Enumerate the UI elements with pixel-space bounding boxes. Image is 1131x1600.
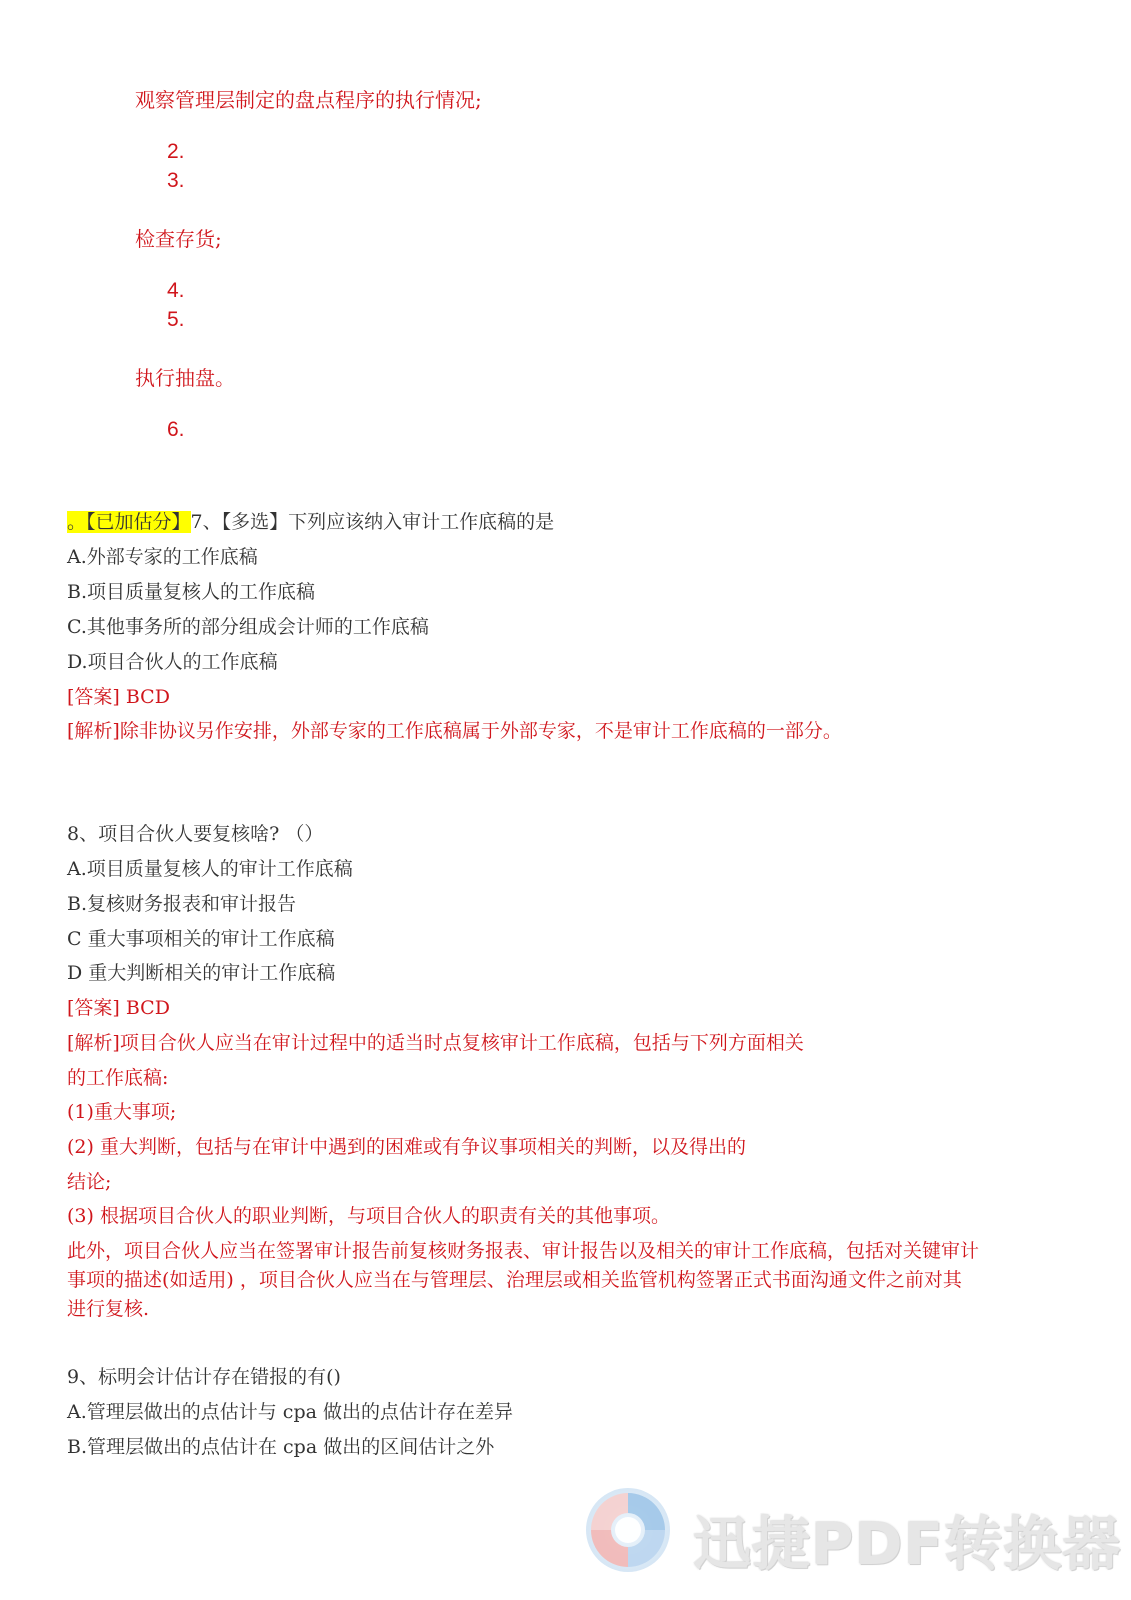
question-9-title: 9、标明会计估计存在错报的有() bbox=[67, 1366, 341, 1388]
procedure-sample: 执行抽盘。 bbox=[135, 366, 235, 390]
question-8-title: 8、项目合伙人要复核啥? （） bbox=[67, 823, 324, 845]
question-7-option-a: A.外部专家的工作底稿 bbox=[67, 546, 258, 568]
question-8-answer: [答案] BCD bbox=[67, 997, 170, 1019]
question-8-option-a: A.项目质量复核人的审计工作底稿 bbox=[67, 858, 353, 880]
question-9-option-b: B.管理层做出的点估计在 cpa 做出的区间估计之外 bbox=[67, 1436, 495, 1458]
question-7-answer: [答案] BCD bbox=[67, 686, 170, 708]
question-8-option-b: B.复核财务报表和审计报告 bbox=[67, 893, 297, 915]
list-number-6: 6. bbox=[167, 418, 185, 441]
question-7-option-c: C.其他事务所的部分组成会计师的工作底稿 bbox=[67, 616, 429, 638]
question-7-text: 7、【多选】下列应该纳入审计工作底稿的是 bbox=[190, 511, 555, 533]
procedure-observe: 观察管理层制定的盘点程序的执行情况; bbox=[135, 88, 482, 112]
procedure-check: 检查存货; bbox=[135, 227, 222, 251]
swirl-logo-icon bbox=[583, 1485, 673, 1575]
question-9-option-a: A.管理层做出的点估计与 cpa 做出的点估计存在差异 bbox=[67, 1401, 513, 1423]
question-8-item-2-line1: (2) 重大判断，包括与在审计中遇到的困难或有争议事项相关的判断，以及得出的 bbox=[67, 1136, 746, 1158]
question-8-extra-line3: 进行复核. bbox=[67, 1298, 150, 1320]
question-7-option-d: D.项目合伙人的工作底稿 bbox=[67, 651, 278, 673]
question-7-option-b: B.项目质量复核人的工作底稿 bbox=[67, 581, 316, 603]
question-7-analysis: [解析]除非协议另作安排，外部专家的工作底稿属于外部专家，不是审计工作底稿的一部分。 bbox=[67, 720, 842, 742]
question-8-extra-line1: 此外，项目合伙人应当在签署审计报告前复核财务报表、审计报告以及相关的审计工作底稿，包括对关键审计 bbox=[67, 1240, 980, 1262]
estimated-score-highlight: 。【已加估分】 bbox=[67, 511, 191, 533]
list-number-3: 3. bbox=[167, 169, 185, 192]
question-7-title bbox=[67, 507, 554, 534]
question-8-item-3: (3) 根据项目合伙人的职业判断，与项目合伙人的职责有关的其他事项。 bbox=[67, 1205, 670, 1227]
question-8-option-c: C 重大事项相关的审计工作底稿 bbox=[67, 928, 335, 950]
list-number-2: 2. bbox=[167, 140, 185, 163]
question-8-analysis-line1: [解析]项目合伙人应当在审计过程中的适当时点复核审计工作底稿，包括与下列方面相关 bbox=[67, 1032, 804, 1054]
question-8-extra-line2: 事项的描述(如适用) ，项目合伙人应当在与管理层、治理层或相关监管机构签署正式书面沟通文件之前对其 bbox=[67, 1269, 962, 1291]
list-number-4: 4. bbox=[167, 279, 185, 302]
list-number-5: 5. bbox=[167, 308, 185, 331]
question-8-analysis-line2: 的工作底稿: bbox=[67, 1067, 169, 1089]
question-8-option-d: D 重大判断相关的审计工作底稿 bbox=[67, 962, 336, 984]
question-8-item-2-line2: 结论; bbox=[67, 1171, 112, 1193]
watermark-text: 迅捷PDF转换器 bbox=[693, 1510, 1122, 1578]
watermark bbox=[583, 1485, 1122, 1585]
question-8-item-1: (1)重大事项; bbox=[67, 1101, 177, 1123]
